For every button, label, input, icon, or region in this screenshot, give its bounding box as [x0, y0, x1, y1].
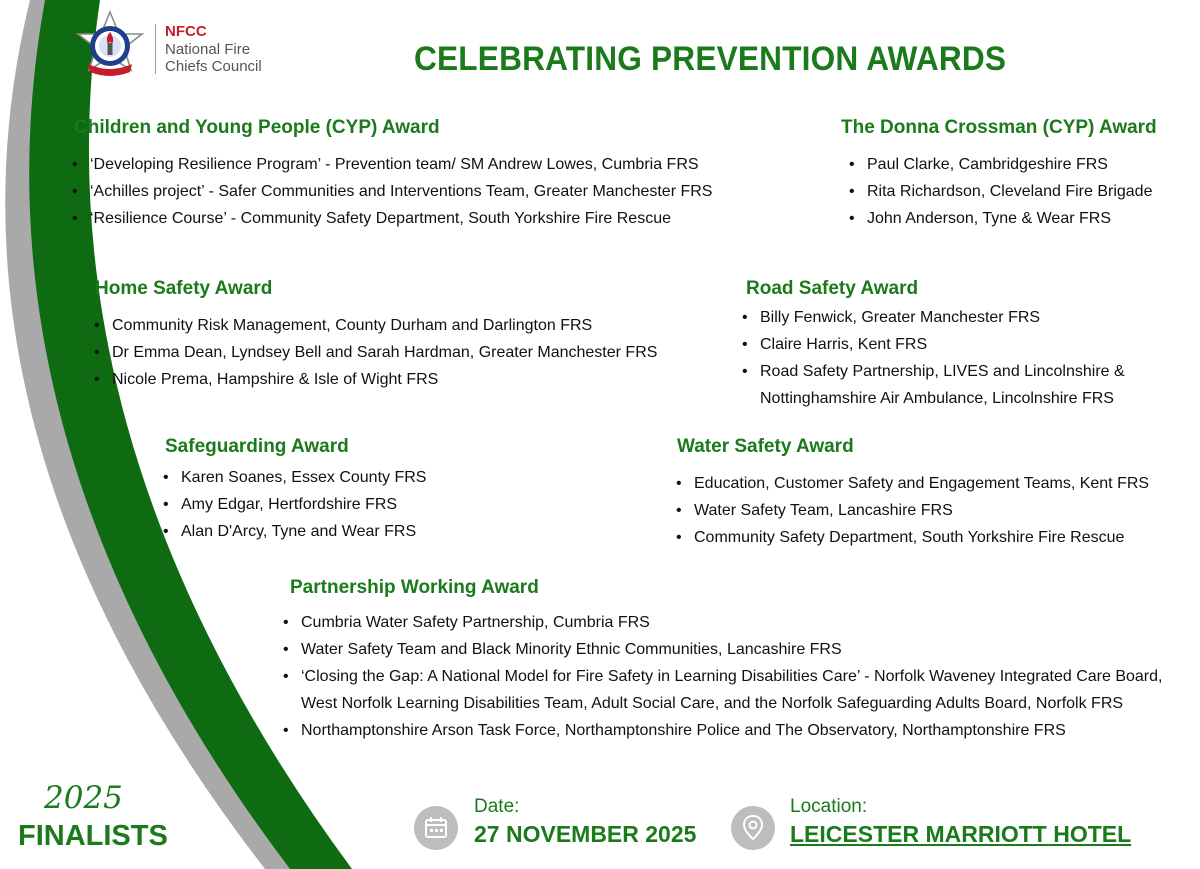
nfcc-badge-icon	[72, 10, 148, 86]
date-value: 27 NOVEMBER 2025	[474, 821, 697, 847]
list-item: • Billy Fenwick, Greater Manchester FRS	[742, 304, 1187, 331]
award-title: Water Safety Award	[677, 436, 854, 457]
award-title: Home Safety Award	[95, 278, 273, 299]
list-item: • Amy Edgar, Hertfordshire FRS	[163, 491, 613, 518]
list-item: • Education, Customer Safety and Engagement Teams, Kent FRS	[676, 470, 1196, 497]
location-link[interactable]: LEICESTER MARRIOTT HOTEL	[790, 821, 1132, 847]
location-pin-icon	[731, 806, 775, 850]
award-list	[283, 609, 1188, 744]
logo-name-line2: Chiefs Council	[165, 58, 262, 75]
calendar-icon	[414, 806, 458, 850]
list-item: • Nicole Prema, Hampshire & Isle of Wight FRS	[94, 366, 724, 393]
award-list	[72, 151, 812, 232]
list-item: • ‘Achilles project’ - Safer Communities and Interventions Team, Greater Manchester FRS	[72, 178, 812, 205]
list-item: • ‘Closing the Gap: A National Model for Fire Safety in Learning Disabilities Care’ - Norfolk Waveney Integrated Care Board, West Norfolk Learning Disabilities Team, Adult Social Care, and the Norfolk Safeguarding Adults Board, Norfolk FRS	[283, 663, 1188, 717]
award-title: Road Safety Award	[746, 278, 919, 299]
list-item: • ‘Developing Resilience Program’ - Prevention team/ SM Andrew Lowes, Cumbria FRS	[72, 151, 812, 178]
list-item: • Water Safety Team and Black Minority Ethnic Communities, Lancashire FRS	[283, 636, 1188, 663]
list-item: • Claire Harris, Kent FRS	[742, 331, 1187, 358]
year-label: 2025	[44, 780, 123, 816]
list-item: • Road Safety Partnership, LIVES and Lincolnshire & Nottinghamshire Air Ambulance, Lincolnshire FRS	[742, 358, 1187, 412]
award-title: The Donna Crossman (CYP) Award	[841, 117, 1157, 138]
award-title: Children and Young People (CYP) Award	[74, 117, 440, 138]
award-list	[742, 304, 1187, 412]
list-item: • Dr Emma Dean, Lyndsey Bell and Sarah Hardman, Greater Manchester FRS	[94, 339, 724, 366]
list-item: • Rita Richardson, Cleveland Fire Brigade	[849, 178, 1189, 205]
logo-name-line1: National Fire	[165, 41, 251, 58]
location-label: Location:	[790, 796, 868, 817]
list-item: • John Anderson, Tyne & Wear FRS	[849, 205, 1189, 232]
page-title: CELEBRATING PREVENTION AWARDS	[414, 40, 1007, 78]
list-item: • Community Safety Department, South Yorkshire Fire Rescue	[676, 524, 1196, 551]
list-item: • ‘Resilience Course’ - Community Safety Department, South Yorkshire Fire Rescue	[72, 205, 812, 232]
list-item: • Community Risk Management, County Durham and Darlington FRS	[94, 312, 724, 339]
award-list	[163, 464, 613, 545]
award-list	[676, 470, 1196, 551]
logo-divider	[155, 24, 156, 74]
nfcc-logo	[72, 10, 282, 86]
list-item: • Karen Soanes, Essex County FRS	[163, 464, 613, 491]
list-item: • Paul Clarke, Cambridgeshire FRS	[849, 151, 1189, 178]
finalists-label: FINALISTS	[18, 820, 168, 852]
list-item: • Water Safety Team, Lancashire FRS	[676, 497, 1196, 524]
list-item: • Cumbria Water Safety Partnership, Cumbria FRS	[283, 609, 1188, 636]
logo-abbreviation: NFCC	[165, 23, 207, 40]
award-list	[849, 151, 1189, 232]
award-title: Partnership Working Award	[290, 577, 539, 598]
date-label: Date:	[474, 796, 520, 817]
award-list	[94, 312, 724, 393]
list-item: • Northamptonshire Arson Task Force, Northamptonshire Police and The Observatory, Northamptonshire FRS	[283, 717, 1188, 744]
list-item: • Alan D'Arcy, Tyne and Wear FRS	[163, 518, 613, 545]
award-title: Safeguarding Award	[165, 436, 349, 457]
